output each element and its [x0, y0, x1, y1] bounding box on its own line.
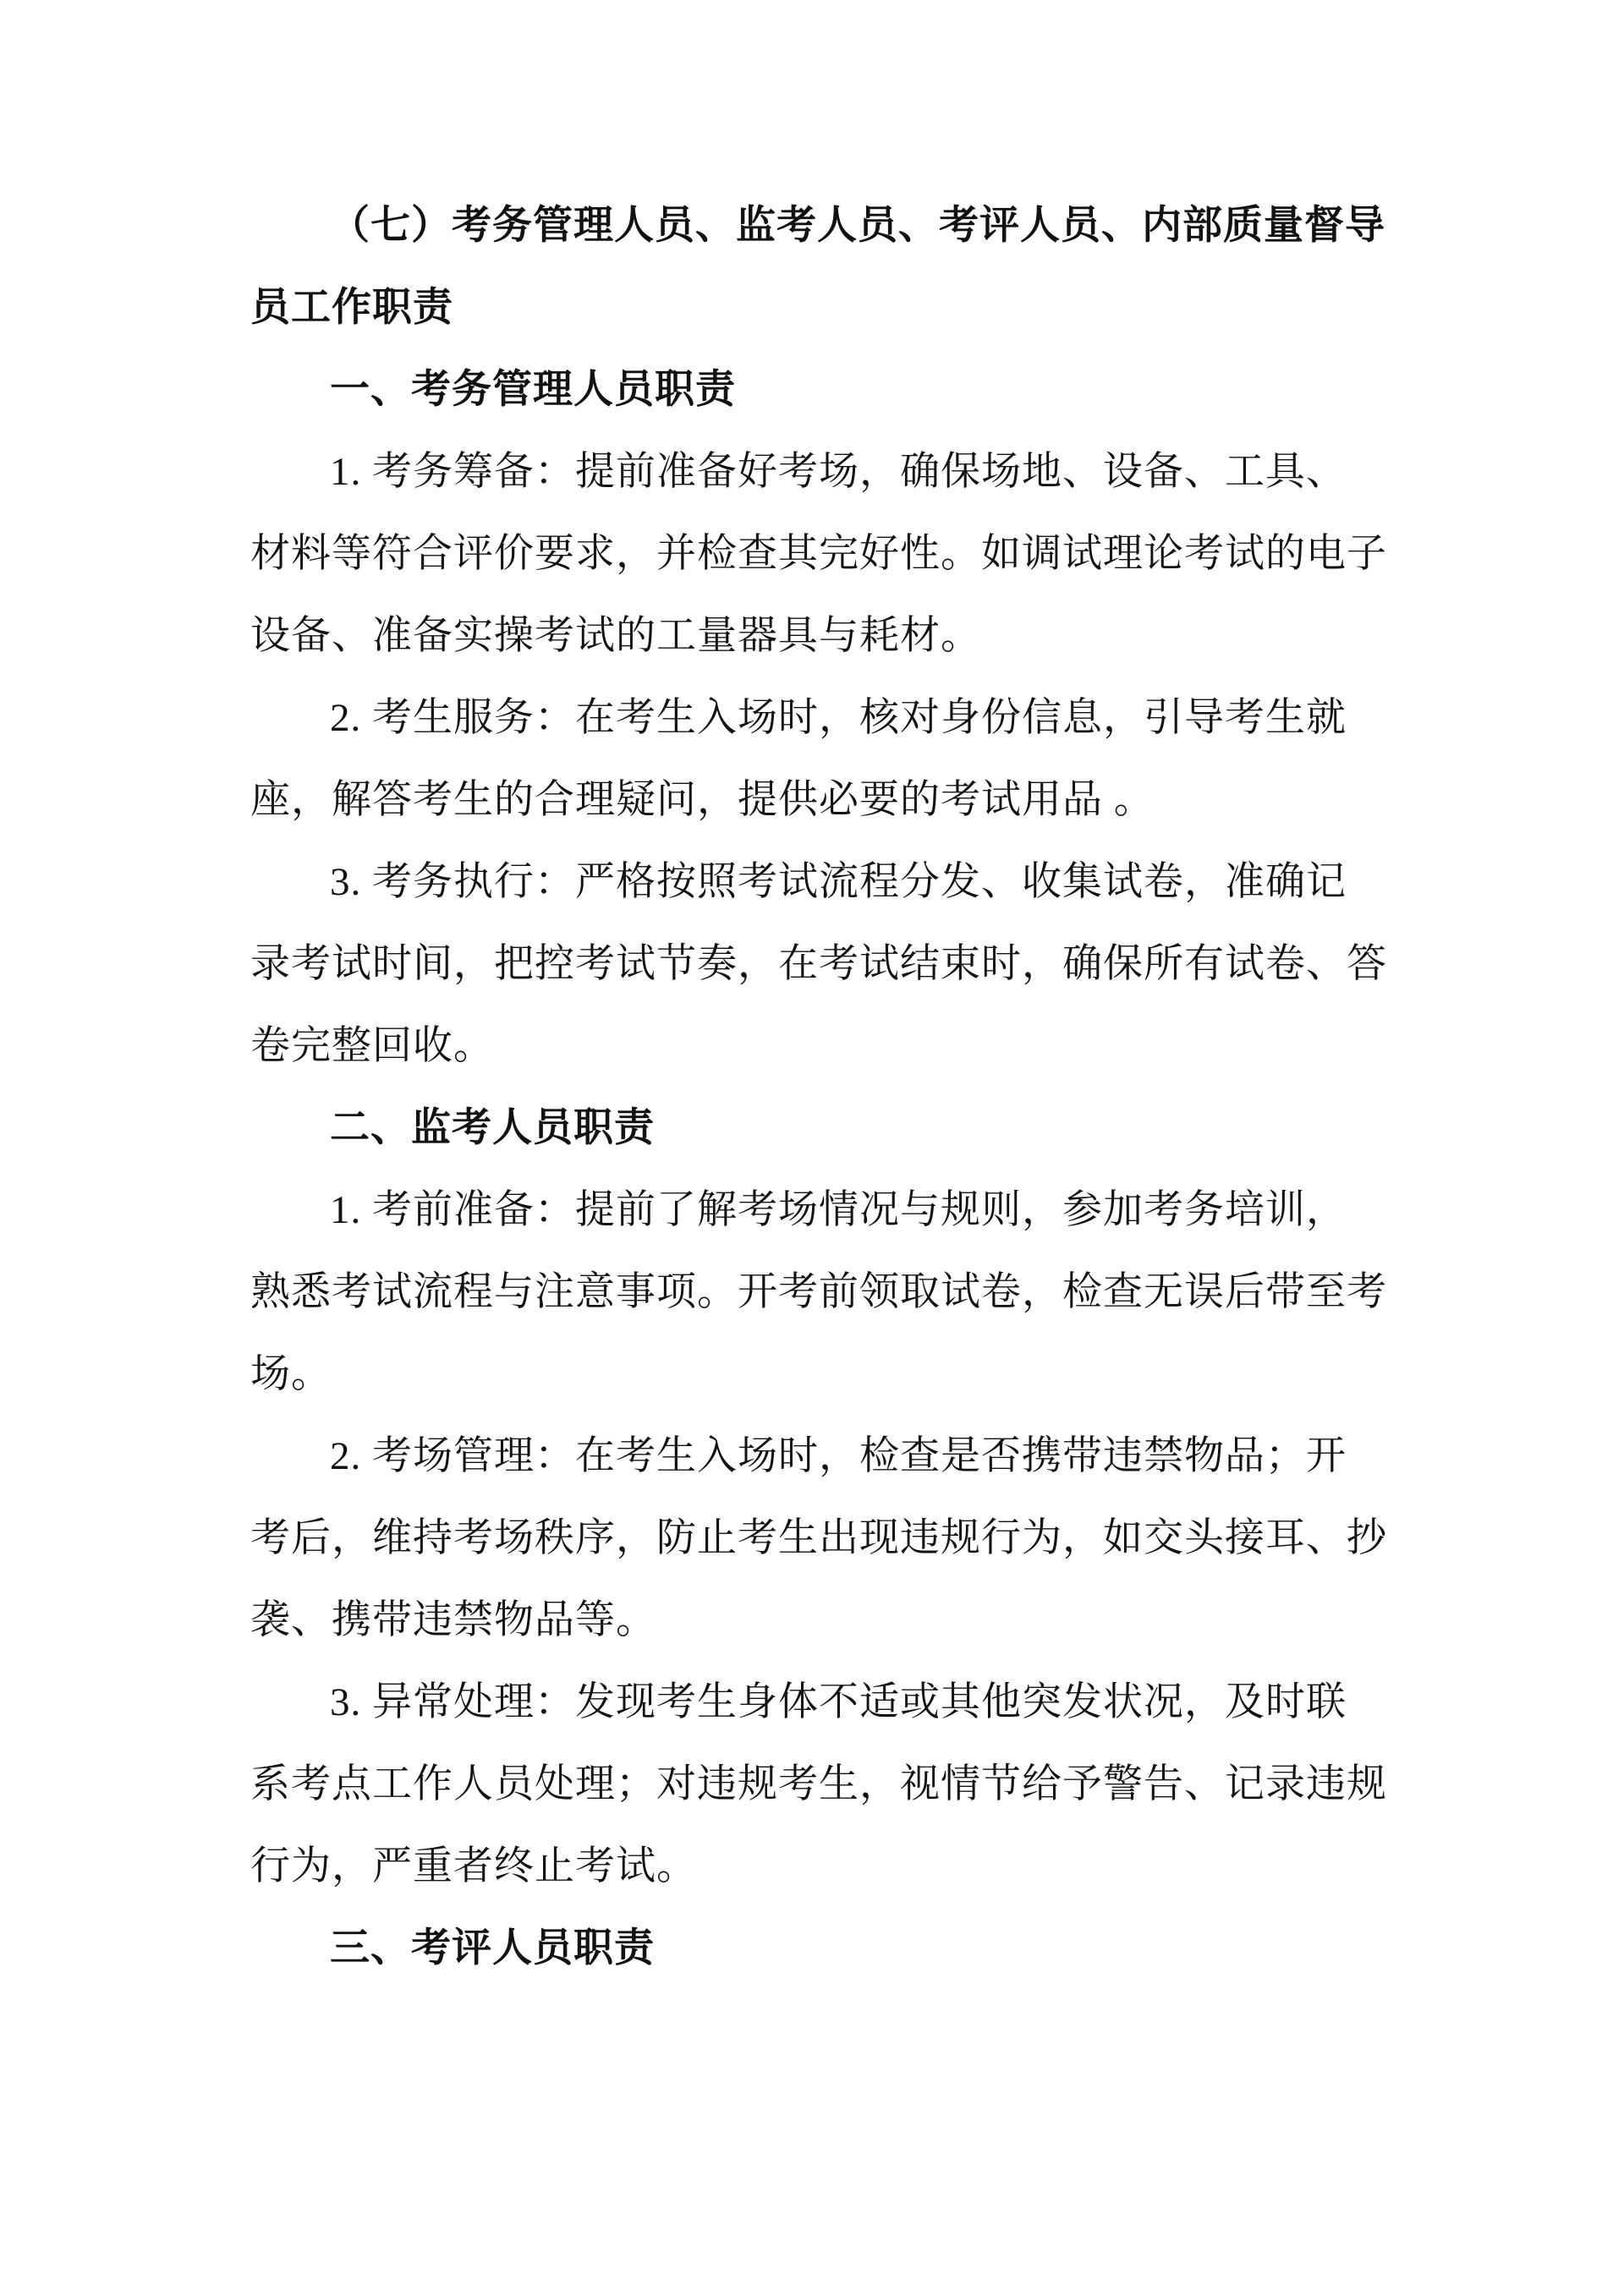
paragraph-line: 座，解答考生的合理疑问，提供必要的考试用品 。	[250, 778, 1155, 822]
document-body	[250, 185, 1435, 1990]
section-heading-line: 员工作职责	[250, 286, 453, 330]
paragraph-line: 设备、准备实操考试的工量器具与耗材。	[250, 614, 981, 658]
subsection-heading-2: 二、监考人员职责	[330, 1106, 655, 1150]
paragraph-line: 考后，维持考场秩序，防止考生出现违规行为，如交头接耳、抄	[250, 1516, 1387, 1560]
paragraph-line: 行为，严重者终止考试。	[250, 1844, 697, 1888]
paragraph-line: 卷完整回收。	[250, 1024, 494, 1068]
subsection-heading-3: 三、考评人员职责	[330, 1926, 655, 1970]
paragraph-line: 2. 考生服务：在考生入场时，核对身份信息，引导考生就	[330, 696, 1347, 740]
paragraph-line: 2. 考场管理：在考生入场时，检查是否携带违禁物品；开	[330, 1434, 1347, 1478]
paragraph-line: 1. 考务筹备：提前准备好考场，确保场地、设备、工具、	[330, 450, 1347, 494]
paragraph-line: 袭、携带违禁物品等。	[250, 1598, 656, 1642]
paragraph-line: 录考试时间，把控考试节奏，在考试结束时，确保所有试卷、答	[250, 942, 1387, 986]
subsection-heading-1: 一、考务管理人员职责	[330, 368, 736, 412]
paragraph-line: 熟悉考试流程与注意事项。开考前领取试卷，检查无误后带至考	[250, 1270, 1387, 1314]
paragraph-line: 材料等符合评价要求，并检查其完好性。如调试理论考试的电子	[250, 532, 1387, 576]
paragraph-line: 3. 考务执行：严格按照考试流程分发、收集试卷，准确记	[330, 860, 1347, 904]
paragraph-line: 1. 考前准备：提前了解考场情况与规则，参加考务培训，	[330, 1188, 1347, 1232]
paragraph-line: 系考点工作人员处理；对违规考生，视情节给予警告、记录违规	[250, 1762, 1387, 1806]
section-heading-line: （七）考务管理人员、监考人员、考评人员、内部质量督导	[330, 204, 1385, 248]
paragraph-line: 场。	[250, 1352, 332, 1396]
paragraph-line: 3. 异常处理：发现考生身体不适或其他突发状况，及时联	[330, 1680, 1347, 1724]
